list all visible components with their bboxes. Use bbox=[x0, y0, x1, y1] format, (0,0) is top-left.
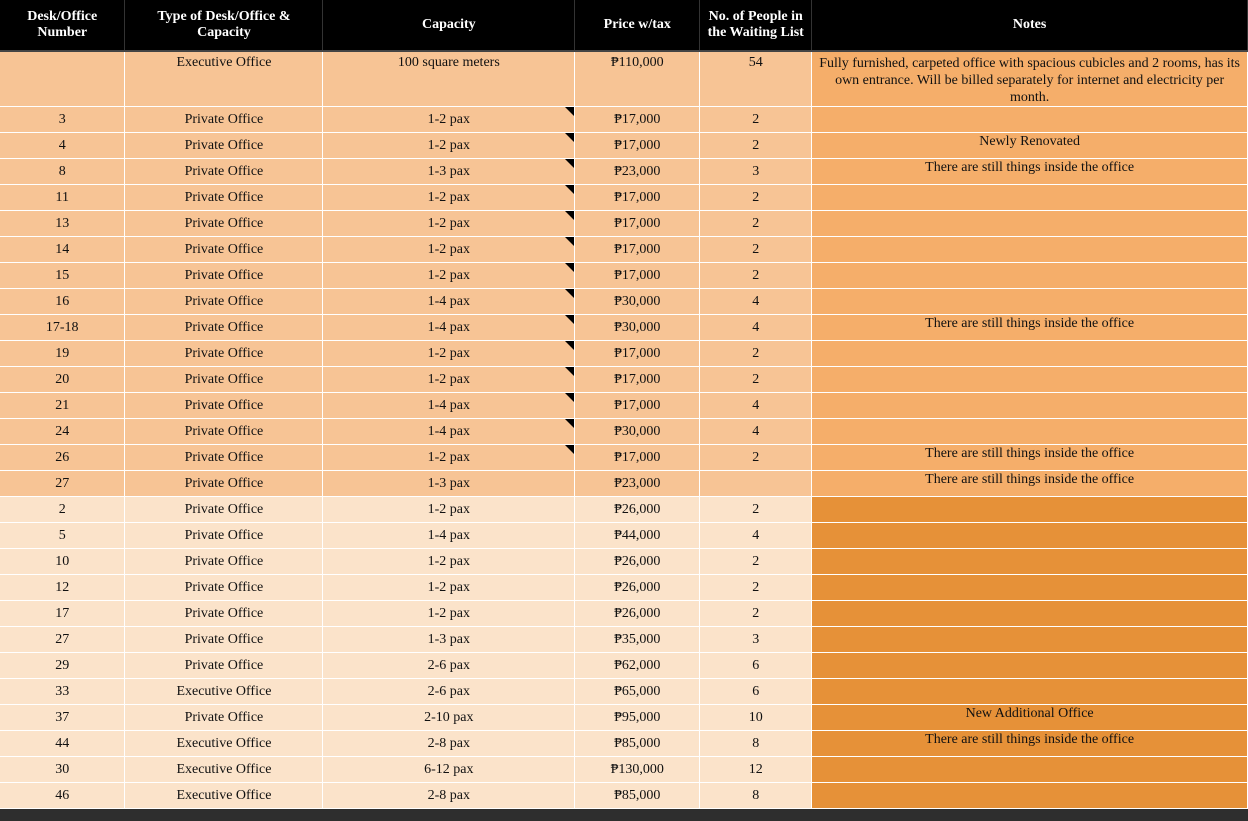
comment-indicator-icon[interactable] bbox=[565, 107, 574, 116]
notes-cell[interactable] bbox=[812, 523, 1248, 549]
waiting-list-cell[interactable]: 2 bbox=[700, 107, 812, 133]
capacity-cell[interactable]: 1-2 pax bbox=[323, 575, 575, 601]
comment-indicator-icon[interactable] bbox=[565, 315, 574, 324]
notes-cell[interactable] bbox=[812, 185, 1248, 211]
price-cell[interactable]: ₱30,000 bbox=[575, 315, 700, 341]
header-price[interactable]: Price w/tax bbox=[575, 0, 700, 51]
notes-cell[interactable]: Fully furnished, carpeted office with spacious cubicles and 2 rooms, has its own entrance. Will be billed separately for internet and electricity per month. bbox=[812, 51, 1248, 107]
type-cell[interactable]: Private Office bbox=[125, 263, 323, 289]
type-cell[interactable]: Executive Office bbox=[125, 731, 323, 757]
desk-number-cell[interactable]: 13 bbox=[0, 211, 125, 237]
table-row bbox=[0, 341, 1248, 367]
table-row bbox=[0, 471, 1248, 497]
notes-cell[interactable] bbox=[812, 237, 1248, 263]
price-cell[interactable]: ₱17,000 bbox=[575, 445, 700, 471]
capacity-cell[interactable]: 1-3 pax bbox=[323, 471, 575, 497]
type-cell[interactable]: Private Office bbox=[125, 523, 323, 549]
type-cell[interactable]: Private Office bbox=[125, 393, 323, 419]
price-cell[interactable]: ₱17,000 bbox=[575, 185, 700, 211]
type-cell[interactable]: Private Office bbox=[125, 289, 323, 315]
table-row bbox=[0, 601, 1248, 627]
comment-indicator-icon[interactable] bbox=[565, 263, 574, 272]
notes-cell[interactable] bbox=[812, 783, 1248, 809]
type-cell[interactable]: Private Office bbox=[125, 367, 323, 393]
waiting-list-cell[interactable]: 4 bbox=[700, 419, 812, 445]
table-row bbox=[0, 627, 1248, 653]
capacity-cell[interactable]: 1-2 pax bbox=[323, 263, 575, 289]
price-cell[interactable]: ₱130,000 bbox=[575, 757, 700, 783]
desk-number-cell[interactable]: 17-18 bbox=[0, 315, 125, 341]
desk-number-cell[interactable]: 12 bbox=[0, 575, 125, 601]
header-waiting-list[interactable]: No. of People in the Waiting List bbox=[700, 0, 812, 51]
waiting-list-cell[interactable]: 2 bbox=[700, 575, 812, 601]
notes-cell[interactable]: There are still things inside the office bbox=[812, 445, 1248, 471]
price-cell[interactable]: ₱26,000 bbox=[575, 575, 700, 601]
capacity-cell[interactable]: 2-6 pax bbox=[323, 653, 575, 679]
type-cell[interactable]: Private Office bbox=[125, 705, 323, 731]
desk-number-cell[interactable]: 46 bbox=[0, 783, 125, 809]
price-cell[interactable]: ₱95,000 bbox=[575, 705, 700, 731]
table-row bbox=[0, 315, 1248, 341]
price-cell[interactable]: ₱65,000 bbox=[575, 679, 700, 705]
notes-cell[interactable] bbox=[812, 367, 1248, 393]
notes-cell[interactable] bbox=[812, 107, 1248, 133]
table-row bbox=[0, 445, 1248, 471]
desk-number-cell[interactable]: 10 bbox=[0, 549, 125, 575]
comment-indicator-icon[interactable] bbox=[565, 237, 574, 246]
desk-number-cell[interactable]: 2 bbox=[0, 497, 125, 523]
header-type[interactable]: Type of Desk/Office & Capacity bbox=[125, 0, 323, 51]
desk-number-cell[interactable]: 19 bbox=[0, 341, 125, 367]
waiting-list-cell[interactable]: 2 bbox=[700, 445, 812, 471]
capacity-cell[interactable]: 1-2 pax bbox=[323, 237, 575, 263]
type-cell[interactable]: Private Office bbox=[125, 627, 323, 653]
comment-indicator-icon[interactable] bbox=[565, 133, 574, 142]
waiting-list-cell[interactable]: 8 bbox=[700, 783, 812, 809]
price-cell[interactable]: ₱17,000 bbox=[575, 237, 700, 263]
price-cell[interactable]: ₱17,000 bbox=[575, 211, 700, 237]
capacity-cell[interactable]: 1-2 pax bbox=[323, 367, 575, 393]
type-cell[interactable]: Private Office bbox=[125, 315, 323, 341]
price-cell[interactable]: ₱26,000 bbox=[575, 549, 700, 575]
notes-cell[interactable]: There are still things inside the office bbox=[812, 731, 1248, 757]
waiting-list-cell[interactable]: 2 bbox=[700, 237, 812, 263]
type-cell[interactable]: Executive Office bbox=[125, 679, 323, 705]
waiting-list-cell[interactable]: 4 bbox=[700, 393, 812, 419]
table-row bbox=[0, 705, 1248, 731]
capacity-cell[interactable]: 100 square meters bbox=[323, 51, 575, 107]
notes-cell[interactable] bbox=[812, 393, 1248, 419]
notes-cell[interactable] bbox=[812, 679, 1248, 705]
waiting-list-cell[interactable]: 6 bbox=[700, 679, 812, 705]
capacity-cell[interactable]: 1-4 pax bbox=[323, 523, 575, 549]
notes-cell[interactable] bbox=[812, 497, 1248, 523]
table-row bbox=[0, 653, 1248, 679]
table-row bbox=[0, 51, 1248, 107]
notes-cell[interactable]: There are still things inside the office bbox=[812, 471, 1248, 497]
comment-indicator-icon[interactable] bbox=[565, 341, 574, 350]
type-cell[interactable]: Private Office bbox=[125, 419, 323, 445]
waiting-list-cell[interactable]: 2 bbox=[700, 263, 812, 289]
notes-cell[interactable] bbox=[812, 653, 1248, 679]
table-row bbox=[0, 575, 1248, 601]
waiting-list-cell[interactable]: 3 bbox=[700, 627, 812, 653]
table-row bbox=[0, 185, 1248, 211]
price-cell[interactable]: ₱23,000 bbox=[575, 471, 700, 497]
notes-cell[interactable] bbox=[812, 549, 1248, 575]
table-row bbox=[0, 289, 1248, 315]
waiting-list-cell[interactable]: 4 bbox=[700, 315, 812, 341]
capacity-cell[interactable]: 1-2 pax bbox=[323, 133, 575, 159]
comment-indicator-icon[interactable] bbox=[565, 393, 574, 402]
capacity-cell[interactable]: 1-3 pax bbox=[323, 159, 575, 185]
desk-number-cell[interactable]: 27 bbox=[0, 471, 125, 497]
price-cell[interactable]: ₱17,000 bbox=[575, 393, 700, 419]
price-cell[interactable]: ₱85,000 bbox=[575, 783, 700, 809]
table-row bbox=[0, 393, 1248, 419]
waiting-list-cell[interactable]: 2 bbox=[700, 367, 812, 393]
price-cell[interactable]: ₱17,000 bbox=[575, 133, 700, 159]
header-notes[interactable]: Notes bbox=[812, 0, 1248, 51]
table-row bbox=[0, 211, 1248, 237]
capacity-cell[interactable]: 1-2 pax bbox=[323, 601, 575, 627]
table-row bbox=[0, 367, 1248, 393]
type-cell[interactable]: Executive Office bbox=[125, 757, 323, 783]
desk-number-cell[interactable]: 27 bbox=[0, 627, 125, 653]
comment-indicator-icon[interactable] bbox=[565, 445, 574, 454]
type-cell[interactable]: Private Office bbox=[125, 237, 323, 263]
price-cell[interactable]: ₱23,000 bbox=[575, 159, 700, 185]
table-row bbox=[0, 133, 1248, 159]
comment-indicator-icon[interactable] bbox=[565, 159, 574, 168]
notes-cell[interactable]: Newly Renovated bbox=[812, 133, 1248, 159]
waiting-list-cell[interactable]: 2 bbox=[700, 549, 812, 575]
notes-cell[interactable] bbox=[812, 341, 1248, 367]
notes-cell[interactable] bbox=[812, 211, 1248, 237]
comment-indicator-icon[interactable] bbox=[565, 211, 574, 220]
desk-number-cell[interactable]: 29 bbox=[0, 653, 125, 679]
desk-number-cell[interactable]: 16 bbox=[0, 289, 125, 315]
desk-number-cell[interactable]: 21 bbox=[0, 393, 125, 419]
comment-indicator-icon[interactable] bbox=[565, 419, 574, 428]
capacity-cell[interactable]: 1-2 pax bbox=[323, 445, 575, 471]
waiting-list-cell[interactable]: 12 bbox=[700, 757, 812, 783]
desk-number-cell[interactable]: 4 bbox=[0, 133, 125, 159]
waiting-list-cell[interactable]: 3 bbox=[700, 159, 812, 185]
table-row bbox=[0, 783, 1248, 809]
header-capacity[interactable]: Capacity bbox=[323, 0, 575, 51]
capacity-cell[interactable]: 1-3 pax bbox=[323, 627, 575, 653]
bottom-edge bbox=[0, 815, 1248, 821]
notes-cell[interactable] bbox=[812, 289, 1248, 315]
price-cell[interactable]: ₱62,000 bbox=[575, 653, 700, 679]
type-cell[interactable]: Private Office bbox=[125, 211, 323, 237]
waiting-list-cell[interactable]: 2 bbox=[700, 341, 812, 367]
type-cell[interactable]: Executive Office bbox=[125, 783, 323, 809]
price-cell[interactable]: ₱30,000 bbox=[575, 419, 700, 445]
comment-indicator-icon[interactable] bbox=[565, 289, 574, 298]
comment-indicator-icon[interactable] bbox=[565, 185, 574, 194]
waiting-list-cell[interactable]: 2 bbox=[700, 497, 812, 523]
capacity-cell[interactable]: 6-12 pax bbox=[323, 757, 575, 783]
type-cell[interactable]: Private Office bbox=[125, 341, 323, 367]
price-cell[interactable]: ₱17,000 bbox=[575, 367, 700, 393]
type-cell[interactable]: Private Office bbox=[125, 653, 323, 679]
table-row bbox=[0, 757, 1248, 783]
capacity-cell[interactable]: 1-2 pax bbox=[323, 107, 575, 133]
capacity-cell[interactable]: 2-8 pax bbox=[323, 731, 575, 757]
price-cell[interactable]: ₱30,000 bbox=[575, 289, 700, 315]
desk-number-cell[interactable]: 17 bbox=[0, 601, 125, 627]
waiting-list-cell[interactable]: 2 bbox=[700, 185, 812, 211]
desk-number-cell[interactable]: 37 bbox=[0, 705, 125, 731]
price-cell[interactable]: ₱26,000 bbox=[575, 497, 700, 523]
capacity-cell[interactable]: 1-2 pax bbox=[323, 549, 575, 575]
desk-number-cell[interactable]: 30 bbox=[0, 757, 125, 783]
capacity-cell[interactable]: 2-10 pax bbox=[323, 705, 575, 731]
comment-indicator-icon[interactable] bbox=[565, 367, 574, 376]
desk-number-cell[interactable]: 14 bbox=[0, 237, 125, 263]
waiting-list-cell[interactable]: 6 bbox=[700, 653, 812, 679]
notes-cell[interactable] bbox=[812, 263, 1248, 289]
table-row bbox=[0, 419, 1248, 445]
type-cell[interactable]: Executive Office bbox=[125, 51, 323, 107]
price-cell[interactable]: ₱35,000 bbox=[575, 627, 700, 653]
capacity-cell[interactable]: 1-2 pax bbox=[323, 185, 575, 211]
capacity-cell[interactable]: 1-2 pax bbox=[323, 211, 575, 237]
waiting-list-cell[interactable]: 2 bbox=[700, 601, 812, 627]
notes-cell[interactable]: There are still things inside the office bbox=[812, 159, 1248, 185]
table-row bbox=[0, 549, 1248, 575]
capacity-cell[interactable]: 1-4 pax bbox=[323, 393, 575, 419]
price-cell[interactable]: ₱44,000 bbox=[575, 523, 700, 549]
notes-cell[interactable] bbox=[812, 419, 1248, 445]
capacity-cell[interactable]: 2-8 pax bbox=[323, 783, 575, 809]
desk-number-cell[interactable]: 24 bbox=[0, 419, 125, 445]
type-cell[interactable]: Private Office bbox=[125, 159, 323, 185]
waiting-list-cell[interactable]: 54 bbox=[700, 51, 812, 107]
waiting-list-cell[interactable]: 4 bbox=[700, 289, 812, 315]
table-body bbox=[0, 51, 1248, 809]
desk-number-cell[interactable]: 44 bbox=[0, 731, 125, 757]
header-row bbox=[0, 0, 1248, 51]
desk-number-cell[interactable]: 26 bbox=[0, 445, 125, 471]
notes-cell[interactable] bbox=[812, 601, 1248, 627]
notes-cell[interactable] bbox=[812, 575, 1248, 601]
waiting-list-cell[interactable]: 2 bbox=[700, 133, 812, 159]
waiting-list-cell[interactable]: 8 bbox=[700, 731, 812, 757]
desk-number-cell[interactable]: 20 bbox=[0, 367, 125, 393]
type-cell[interactable]: Private Office bbox=[125, 471, 323, 497]
desk-number-cell[interactable] bbox=[0, 51, 125, 107]
desk-number-cell[interactable]: 3 bbox=[0, 107, 125, 133]
capacity-cell[interactable]: 1-2 pax bbox=[323, 497, 575, 523]
price-cell[interactable]: ₱17,000 bbox=[575, 263, 700, 289]
table-row bbox=[0, 523, 1248, 549]
waiting-list-cell[interactable]: 4 bbox=[700, 523, 812, 549]
header-desk-number[interactable]: Desk/Office Number bbox=[0, 0, 125, 51]
notes-cell[interactable]: There are still things inside the office bbox=[812, 315, 1248, 341]
desk-number-cell[interactable]: 33 bbox=[0, 679, 125, 705]
table-row bbox=[0, 731, 1248, 757]
notes-cell[interactable] bbox=[812, 757, 1248, 783]
table-row bbox=[0, 263, 1248, 289]
desk-number-cell[interactable]: 5 bbox=[0, 523, 125, 549]
type-cell[interactable]: Private Office bbox=[125, 133, 323, 159]
type-cell[interactable]: Private Office bbox=[125, 107, 323, 133]
type-cell[interactable]: Private Office bbox=[125, 575, 323, 601]
waiting-list-cell[interactable]: 2 bbox=[700, 211, 812, 237]
desk-number-cell[interactable]: 15 bbox=[0, 263, 125, 289]
table-row bbox=[0, 679, 1248, 705]
type-cell[interactable]: Private Office bbox=[125, 185, 323, 211]
waiting-list-cell[interactable]: 10 bbox=[700, 705, 812, 731]
waiting-list-cell[interactable] bbox=[700, 471, 812, 497]
notes-cell[interactable]: New Additional Office bbox=[812, 705, 1248, 731]
type-cell[interactable]: Private Office bbox=[125, 549, 323, 575]
price-cell[interactable]: ₱17,000 bbox=[575, 341, 700, 367]
notes-cell[interactable] bbox=[812, 627, 1248, 653]
capacity-cell[interactable]: 1-4 pax bbox=[323, 315, 575, 341]
type-cell[interactable]: Private Office bbox=[125, 601, 323, 627]
capacity-cell[interactable]: 1-4 pax bbox=[323, 419, 575, 445]
table-row bbox=[0, 159, 1248, 185]
price-cell[interactable]: ₱26,000 bbox=[575, 601, 700, 627]
desk-number-cell[interactable]: 11 bbox=[0, 185, 125, 211]
desk-number-cell[interactable]: 8 bbox=[0, 159, 125, 185]
capacity-cell[interactable]: 1-4 pax bbox=[323, 289, 575, 315]
type-cell[interactable]: Private Office bbox=[125, 497, 323, 523]
price-cell[interactable]: ₱85,000 bbox=[575, 731, 700, 757]
table-row bbox=[0, 497, 1248, 523]
table-row bbox=[0, 237, 1248, 263]
table-row bbox=[0, 107, 1248, 133]
capacity-cell[interactable]: 1-2 pax bbox=[323, 341, 575, 367]
price-cell[interactable]: ₱17,000 bbox=[575, 107, 700, 133]
price-cell[interactable]: ₱110,000 bbox=[575, 51, 700, 107]
type-cell[interactable]: Private Office bbox=[125, 445, 323, 471]
capacity-cell[interactable]: 2-6 pax bbox=[323, 679, 575, 705]
